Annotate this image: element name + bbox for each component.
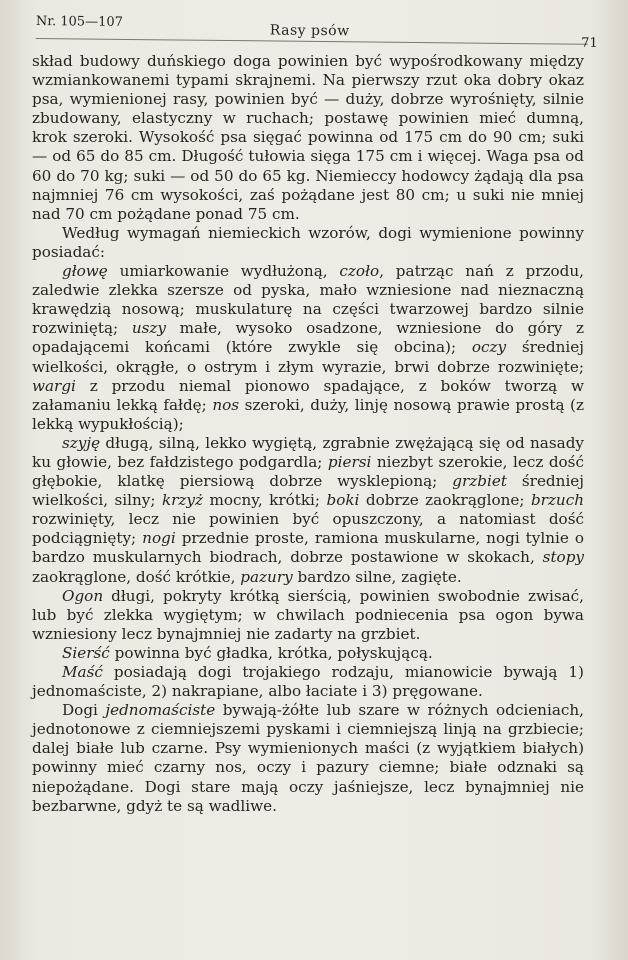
page-number: 71 [581, 35, 598, 51]
text-run: bardzo silne, zagięte. [292, 567, 462, 586]
italic-term: boki [326, 491, 360, 510]
italic-term: nos [212, 395, 240, 414]
text-run: posiadają dogi trojakiego rodzaju, mianowicie bywają 1) jednomaściste, 2) nakrapiane, albo łaciate i 3) pręgowane. [32, 663, 584, 701]
text-run: niezbyt szerokie, lecz dość głębokie, klatkę piersiową dobrze wysklepioną; [32, 452, 584, 491]
paragraph [32, 434, 584, 587]
italic-term: czoło [339, 262, 380, 281]
body-text [32, 52, 584, 816]
text-run: Dogi [62, 701, 106, 720]
italic-term: Maść [62, 663, 103, 681]
text-run: średniej wielkości, silny; [32, 472, 584, 510]
issue-number: Nr. 105—107 [35, 13, 124, 30]
paragraph [32, 644, 584, 663]
italic-term: grzbiet [452, 472, 507, 491]
text-run: powinna być gładka, krótka, połyskującą. [109, 643, 433, 662]
paragraph [32, 701, 584, 816]
text-run: , patrząc nań z przodu, zaledwie zlekka szersze od pyska, mało wzniesione nad nieznaczną krawędzią nosową; muskulaturę na części twarzowej bardzo silnie rozwiniętą; [32, 262, 585, 338]
italic-term: Ogon [62, 586, 104, 605]
text-run: skład budowy duńskiego doga powinien być wypośrodkowany między wzmiankowanemi typami skrajnemi. Na pierwszy rzut oka dobry okaz psa, wymienionej rasy, powinien być — duży, dobrze wyrośnięty, silnie zbudowany, elastyczny w ruchach; postawę powinien mieć dumną, krok szeroki. Wysokość psa sięgać powinna od 175 cm do 90 cm; suki — od 65 do 85 cm. Długość tułowia sięga 175 cm i więcej. Waga psa od 60 do 70 kg; suki — od 50 do 65 kg. Niemieccy hodowcy żądają dla psa najmniej 76 cm wysokości, zaś pożądane jest 80 cm; u suki nie mniej nad 70 cm pożądane ponad 75 cm. [32, 52, 584, 223]
paragraph [32, 262, 584, 434]
italic-term: wargi [32, 376, 76, 395]
text-run: Według wymagań niemieckich wzorów, dogi wymienione powinny posiadać: [32, 223, 584, 261]
italic-term: brzuch [530, 491, 584, 510]
text-run: szeroki, duży, linję nosową prawie prostą (z lekką wypukłością); [32, 395, 584, 433]
text-run: zaokrąglone, dość krótkie, [32, 567, 241, 586]
italic-term: piersi [327, 452, 372, 471]
italic-term: jednomaściste [105, 701, 216, 720]
italic-term: nogi [142, 529, 176, 548]
text-run: długą, silną, lekko wygiętą, zgrabnie zwężającą się od nasady ku głowie, bez fałdzistego podgardla; [32, 433, 584, 471]
paragraph [32, 52, 584, 224]
italic-term: stopy [542, 548, 584, 567]
italic-term: pazury [240, 567, 293, 586]
italic-term: szyję [62, 433, 101, 452]
text-run: dobrze zaokrąglone; [359, 491, 531, 510]
text-run: mocny, krótki; [202, 491, 327, 510]
paragraph [32, 663, 584, 701]
italic-term: głowę [62, 262, 108, 281]
running-header [35, 10, 598, 51]
text-run: długi, pokryty krótką sierścią, powinien swobodnie zwisać, lub być zlekka wygiętym; w chwilach podniecenia psa ogon bywa wzniesiony lecz bynajmniej nie zadarty na grzbiet. [32, 586, 584, 643]
text-run: umiarkowanie wydłużoną, [107, 262, 340, 281]
text-run: rozwinięty, lecz nie powinien być opuszczony, a natomiast dość podciągnięty; [32, 510, 584, 548]
paragraph [32, 224, 584, 262]
italic-term: Sierść [62, 643, 110, 662]
text-run: przednie proste, ramiona muskularne, nogi tylnie o bardzo muskularnych biodrach, dobrze postawione w skokach, [32, 529, 584, 567]
italic-term: krzyż [161, 491, 203, 510]
text-run: bywają-żółte lub szare w różnych odcieniach, jednotonowe z ciemniejszemi pyskami i ciemniejszą linją na grzbiecie; dalej białe lub czarne. Psy wymienionych maści (z wyjątkiem białych) powinny mieć czarny nos, oczy i pazury ciemne; białe odznaki są niepożądane. Dogi stare mają oczy jaśniejsze, lecz bynajmniej nie bezbarwne, gdyż te są wadliwe. [32, 701, 584, 815]
italic-term: uszy [131, 319, 167, 338]
running-title: Rasy psów [269, 22, 350, 40]
text-run: średniej wielkości, okrągłe, o ostrym i złym wyrazie, brwi dobrze rozwinięte; [32, 338, 584, 376]
paragraph [32, 587, 584, 644]
text-run: małe, wysoko osadzone, wzniesione do góry z opadającemi końcami (które zwykle się obcina); [32, 319, 584, 357]
italic-term: oczy [471, 338, 507, 357]
text-run: z przodu niemal pionowo spadające, z boków tworzą w załamaniu lekką fałdę; [32, 376, 584, 414]
